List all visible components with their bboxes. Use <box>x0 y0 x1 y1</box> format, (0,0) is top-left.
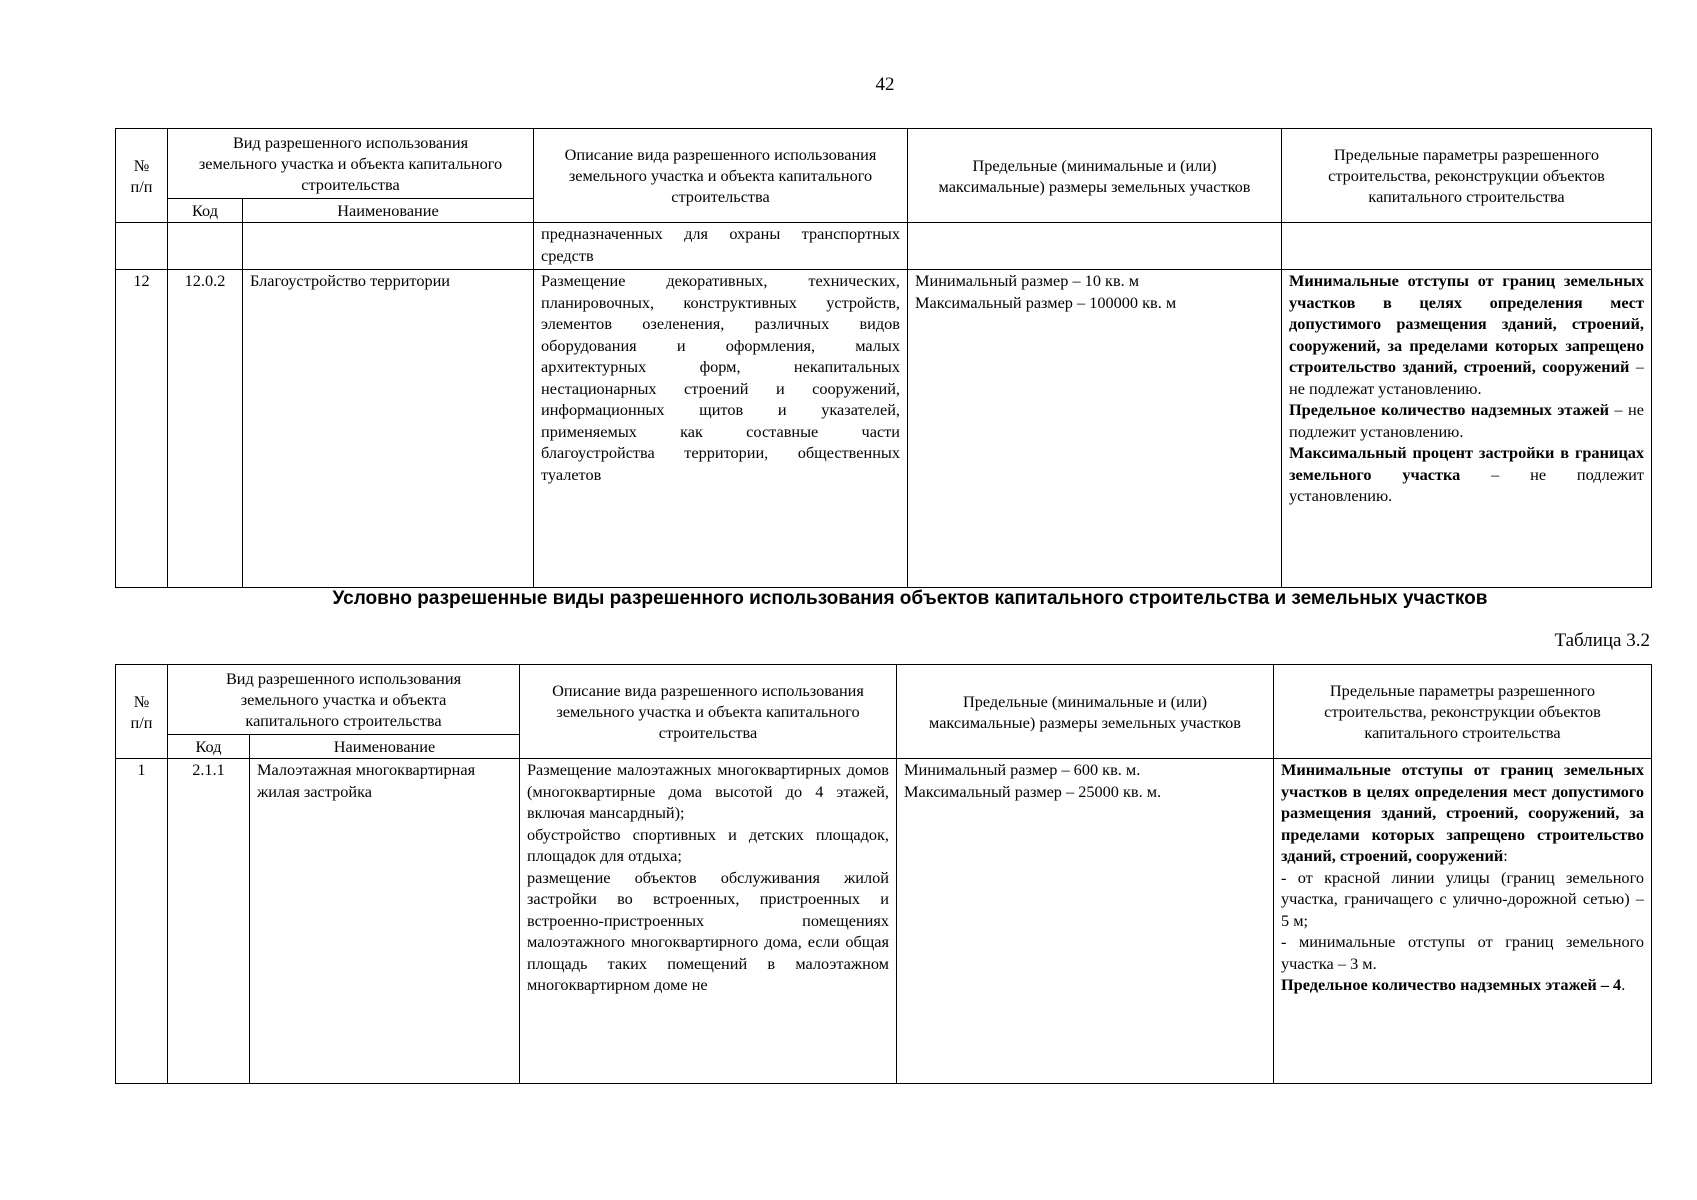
header-description: Описание вида разрешенного использования земельного участка и объекта капитального строительства <box>520 665 897 759</box>
row-sizes <box>897 759 1274 1084</box>
param-setbacks: Минимальные отступы от границ земельных участков в целях определения мест допустимого размещения зданий, строений, сооружений, за пределами которых запрещено строительство зданий, строений, сооружений: <box>1281 760 1644 865</box>
page-number: 42 <box>875 74 895 95</box>
param-floors: Предельное количество надземных этажей – не подлежит установлению. <box>1289 400 1644 441</box>
header-num: № п/п <box>116 665 168 759</box>
table-conditionally-permitted-uses <box>115 664 1652 1084</box>
row-description <box>520 759 897 1084</box>
size-min: Минимальный размер – 600 кв. м. <box>904 760 1141 779</box>
section-title: Условно разрешенные виды разрешенного использования объектов капитального строительства и земельных участков <box>332 588 1488 609</box>
header-params: Предельные параметры разрешенного строительства, реконструкции объектов капитального строительства <box>1282 129 1652 223</box>
row-description: предназначенных для охраны транспортных средств <box>534 223 908 270</box>
param-coverage: Максимальный процент застройки в границах земельного участка – не подлежит установлению. <box>1289 443 1645 505</box>
size-max: Максимальный размер – 25000 кв. м. <box>904 781 1162 801</box>
header-name: Наименование <box>250 735 520 759</box>
header-sizes: Предельные (минимальные и (или) максимальные) размеры земельных участков <box>897 665 1274 759</box>
header-code: Код <box>168 199 243 223</box>
row-description: Размещение декоративных, технических, планировочных, конструктивных устройств, элементов озеленения, различных видов оборудования и оформления, малых архитектурных форм, некапитальных нестационарных строений и сооружений, информационных щитов и указателей, применяемых как составные части благоустройства территории, общественных туалетов <box>534 270 908 588</box>
row-name: Благоустройство территории <box>243 270 534 588</box>
header-vri: Вид разрешенного использования земельного участка и объекта капитального строительства <box>168 129 534 199</box>
table-row <box>116 270 1652 588</box>
desc-part-1: Размещение малоэтажных многоквартирных домов (многоквартирные дома высотой до 4 этажей, включая мансардный); <box>527 760 889 822</box>
row-sizes <box>908 270 1282 588</box>
header-code: Код <box>168 735 250 759</box>
param-setback-red-line: - от красной линии улицы (границ земельного участка, граничащего с улично-дорожной сетью) – 5 м; <box>1281 867 1644 930</box>
header-vri: Вид разрешенного использования земельного участка и объекта капитального строительства <box>168 665 520 735</box>
desc-part-3: размещение объектов обслуживания жилой застройки во встроенных, пристроенных и встроенно-пристроенных помещениях малоэтажного многоквартирного дома, если общая площадь таких помещений в малоэтажном многоквартирном доме не <box>527 867 889 994</box>
row-num: 1 <box>116 759 168 1084</box>
row-name: Малоэтажная многоквартирная жилая застройка <box>250 759 520 1084</box>
header-description: Описание вида разрешенного использования земельного участка и объекта капитального строительства <box>534 129 908 223</box>
size-min: Минимальный размер – 10 кв. м <box>915 271 1140 290</box>
table-row <box>116 759 1652 1084</box>
table-permitted-uses <box>115 128 1652 588</box>
param-setbacks: Минимальные отступы от границ земельных участков в целях определения мест допустимого размещения зданий, строений, сооружений, за пределами которых запрещено строительство зданий, строений, сооружений – не подлежат установлению. <box>1289 271 1644 398</box>
row-code: 12.0.2 <box>168 270 243 588</box>
table-header-row <box>116 129 1652 199</box>
row-num: 12 <box>116 270 168 588</box>
header-params: Предельные параметры разрешенного строительства, реконструкции объектов капитального строительства <box>1274 665 1652 759</box>
header-num: № п/п <box>116 129 168 223</box>
header-name: Наименование <box>243 199 534 223</box>
table-row <box>116 223 1652 270</box>
table-header-row <box>116 665 1652 735</box>
header-sizes: Предельные (минимальные и (или) максимальные) размеры земельных участков <box>908 129 1282 223</box>
row-params <box>1282 270 1652 588</box>
row-code: 2.1.1 <box>168 759 250 1084</box>
param-floors: Предельное количество надземных этажей – 4. <box>1281 975 1626 994</box>
table-caption: Таблица 3.2 <box>1554 630 1650 651</box>
row-params <box>1274 759 1652 1084</box>
param-setback-boundary: - минимальные отступы от границ земельного участка – 3 м. <box>1281 932 1644 973</box>
size-max: Максимальный размер – 100000 кв. м <box>915 292 1177 312</box>
desc-part-2: обустройство спортивных и детских площадок, площадок для отдыха; <box>527 824 889 865</box>
